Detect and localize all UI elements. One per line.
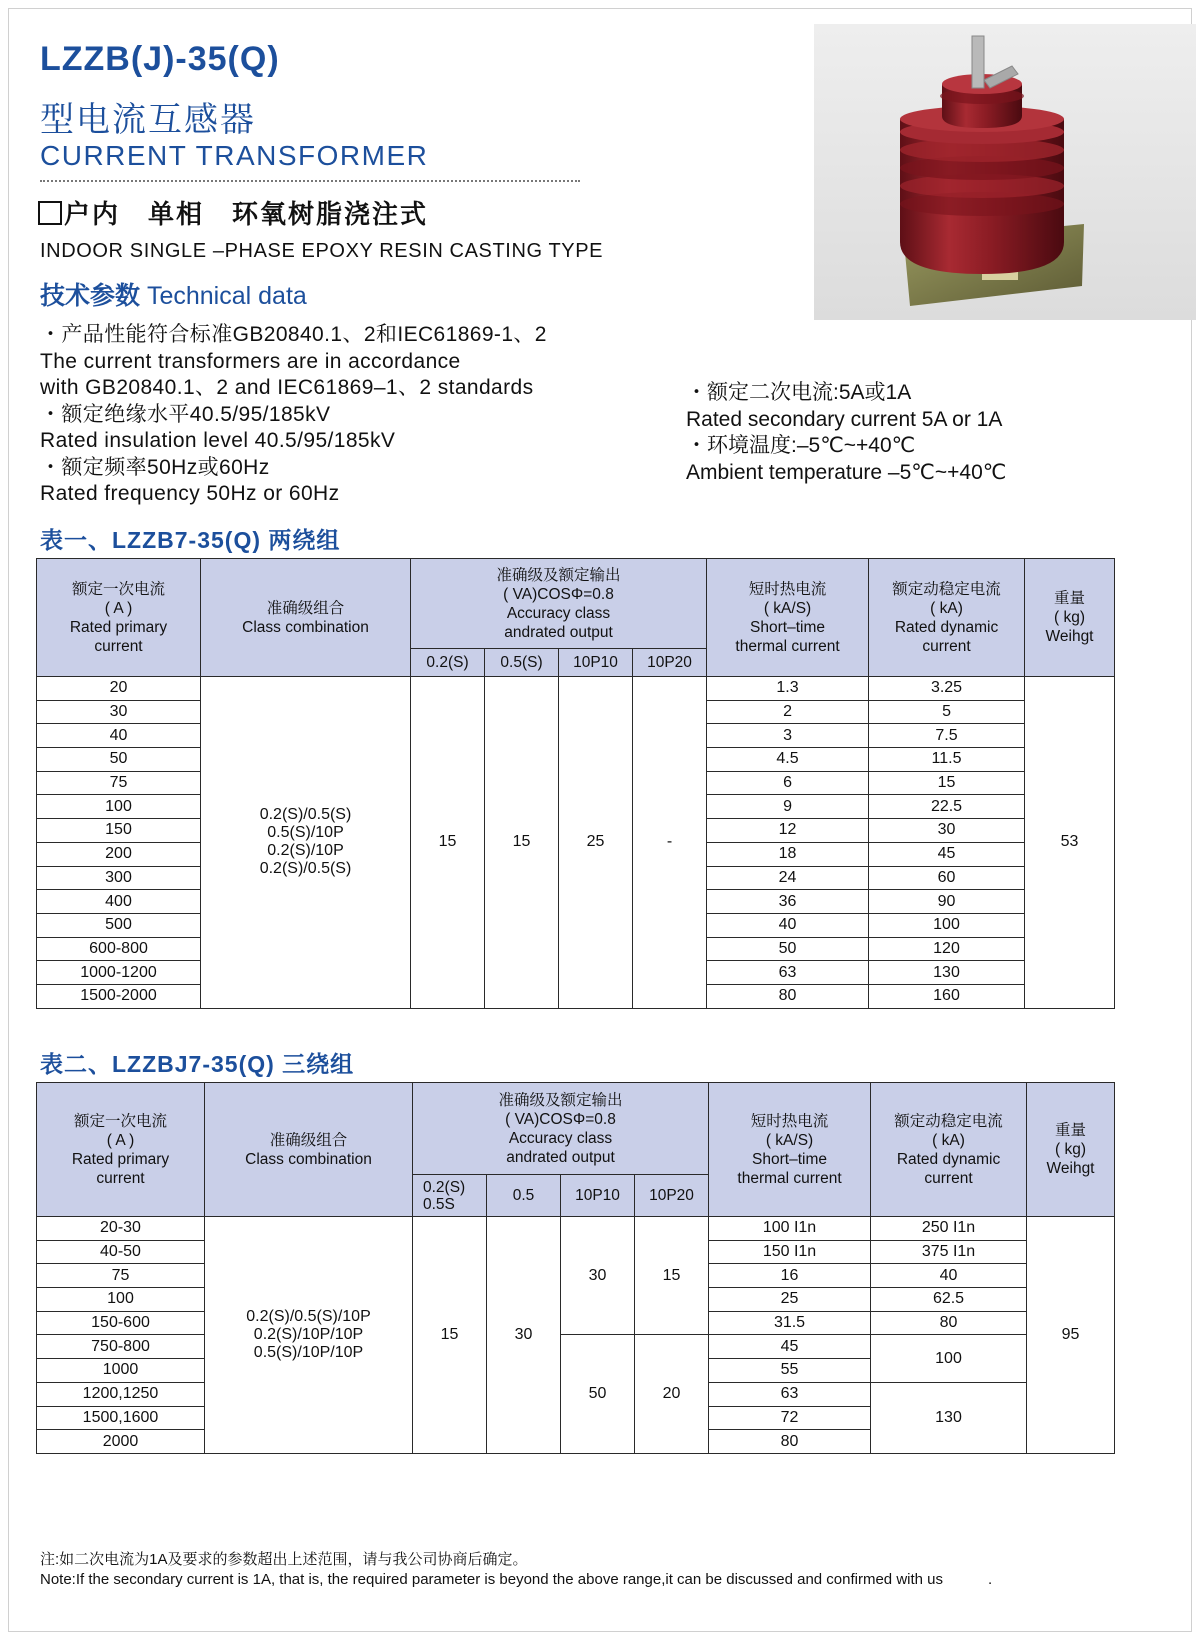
cell-thermal: 31.5 [709, 1311, 871, 1335]
cell-primary: 2000 [37, 1430, 205, 1454]
th-thermal: 短时热电流 ( kA/S) Short–time thermal current [707, 559, 869, 677]
cell-primary: 200 [37, 842, 201, 866]
th-sub: 10P10 [561, 1175, 635, 1217]
type-chinese-text: 户内 单相 环氧树脂浇注式 [64, 199, 429, 229]
cell-primary: 1000 [37, 1359, 205, 1383]
cell-output: 30 [487, 1217, 561, 1454]
checkbox-icon [38, 201, 62, 225]
table1 [36, 558, 1115, 1009]
th-sub: 0.2(S) [411, 649, 485, 677]
cell-dynamic: 3.25 [869, 677, 1025, 701]
spec-line: ・环境温度:–5℃~+40℃ [686, 434, 916, 457]
cell-thermal: 100 I1n [709, 1217, 871, 1241]
cell-primary: 150-600 [37, 1311, 205, 1335]
cell-thermal: 12 [707, 819, 869, 843]
technical-data-heading [40, 276, 307, 312]
cell-output: - [633, 677, 707, 1009]
model-number: LZZB(J)-35(Q) [40, 40, 280, 78]
cell-output: 15 [485, 677, 559, 1009]
th-sub: 0.2(S) 0.5S [413, 1175, 487, 1217]
cell-thermal: 45 [709, 1335, 871, 1359]
cell-thermal: 4.5 [707, 748, 869, 772]
tech-heading-en: Technical data [146, 282, 307, 310]
th-primary: 额定一次电流 ( A ) Rated primary current [37, 1083, 205, 1217]
cell-thermal: 2 [707, 700, 869, 724]
cell-primary: 1000-1200 [37, 961, 201, 985]
cell-primary: 750-800 [37, 1335, 205, 1359]
cell-dynamic: 40 [871, 1264, 1027, 1288]
th-accuracy: 准确级及额定输出 ( VA)COSΦ=0.8 Accuracy class andrated output [411, 559, 707, 649]
cell-thermal: 55 [709, 1359, 871, 1383]
cell-weight: 95 [1027, 1217, 1115, 1454]
cell-thermal: 50 [707, 937, 869, 961]
cell-thermal: 63 [707, 961, 869, 985]
cell-primary: 100 [37, 1288, 205, 1312]
th-dynamic: 额定动稳定电流 ( kA) Rated dynamic current [871, 1083, 1027, 1217]
note-chinese: 注:如二次电流为1A及要求的参数超出上述范围，请与我公司协商后确定。 [40, 1551, 528, 1568]
tech-heading-cn: 技术参数 [40, 282, 141, 310]
cell-dynamic: 90 [869, 890, 1025, 914]
cell-output: 15 [413, 1217, 487, 1454]
cell-thermal: 72 [709, 1406, 871, 1430]
cell-primary: 1200,1250 [37, 1382, 205, 1406]
cell-primary: 300 [37, 866, 201, 890]
cell-dynamic: 100 [871, 1335, 1027, 1382]
cell-weight: 53 [1025, 677, 1115, 1009]
th-weight: 重量 ( kg) Weihgt [1027, 1083, 1115, 1217]
cell-dynamic: 130 [869, 961, 1025, 985]
th-accuracy: 准确级及额定输出 ( VA)COSΦ=0.8 Accuracy class andrated output [413, 1083, 709, 1175]
cell-primary: 500 [37, 913, 201, 937]
th-class: 准确级组合 Class combination [205, 1083, 413, 1217]
cell-thermal: 6 [707, 771, 869, 795]
cell-thermal: 3 [707, 724, 869, 748]
cell-dynamic: 100 [869, 913, 1025, 937]
cell-thermal: 18 [707, 842, 869, 866]
cell-dynamic: 15 [869, 771, 1025, 795]
cell-primary: 40-50 [37, 1240, 205, 1264]
spec-line: The current transformers are in accordance [40, 349, 461, 373]
cell-dynamic: 5 [869, 700, 1025, 724]
cell-output: 15 [411, 677, 485, 1009]
title-chinese: 型电流互感器 [40, 101, 256, 139]
cell-dynamic: 11.5 [869, 748, 1025, 772]
cell-thermal: 36 [707, 890, 869, 914]
table2-title: 表二、LZZBJ7-35(Q) 三绕组 [40, 1051, 355, 1077]
cell-thermal: 16 [709, 1264, 871, 1288]
cell-dynamic: 250 I1n [871, 1217, 1027, 1241]
cell-class-combo: 0.2(S)/0.5(S)/10P 0.2(S)/10P/10P 0.5(S)/10P/10P [205, 1217, 413, 1454]
th-class: 准确级组合 Class combination [201, 559, 411, 677]
th-sub: 10P20 [633, 649, 707, 677]
product-photo [814, 24, 1196, 320]
cell-primary: 600-800 [37, 937, 201, 961]
spec-line: Ambient temperature –5℃~+40℃ [686, 460, 1007, 484]
cell-dynamic: 375 I1n [871, 1240, 1027, 1264]
th-thermal: 短时热电流 ( kA/S) Short–time thermal current [709, 1083, 871, 1217]
cell-dynamic: 160 [869, 984, 1025, 1008]
specs-left [40, 322, 547, 508]
spec-line: with GB20840.1、2 and IEC61869–1、2 standards [40, 376, 534, 399]
cell-dynamic: 45 [869, 842, 1025, 866]
primary-terminal [972, 36, 984, 88]
cell-thermal: 25 [709, 1288, 871, 1312]
cell-dynamic: 30 [869, 819, 1025, 843]
cell-output: 30 [561, 1217, 635, 1335]
table2 [36, 1082, 1115, 1454]
cell-primary: 20 [37, 677, 201, 701]
cell-class-combo: 0.2(S)/0.5(S) 0.5(S)/10P 0.2(S)/10P 0.2(S)/0.5(S) [201, 677, 411, 1009]
cell-dynamic: 62.5 [871, 1288, 1027, 1312]
cell-thermal: 80 [709, 1430, 871, 1454]
cell-primary: 1500-2000 [37, 984, 201, 1008]
cell-primary: 1500,1600 [37, 1406, 205, 1430]
table1-title: 表一、LZZB7-35(Q) 两绕组 [40, 527, 341, 553]
spec-line: ・额定绝缘水平40.5/95/185kV [40, 402, 331, 426]
cell-primary: 75 [37, 1264, 205, 1288]
cell-primary: 40 [37, 724, 201, 748]
th-sub: 0.5(S) [485, 649, 559, 677]
cell-output: 15 [635, 1217, 709, 1335]
cell-primary: 100 [37, 795, 201, 819]
type-chinese [38, 194, 428, 231]
cell-output: 50 [561, 1335, 635, 1453]
cell-primary: 30 [37, 700, 201, 724]
type-english: INDOOR SINGLE –PHASE EPOXY RESIN CASTING TYPE [40, 240, 604, 262]
cell-thermal: 150 I1n [709, 1240, 871, 1264]
cell-dynamic: 22.5 [869, 795, 1025, 819]
cell-thermal: 24 [707, 866, 869, 890]
note-english: Note:If the secondary current is 1A, that is, the required parameter is beyond the above range,it can be discussed and confirmed with us . [40, 1571, 993, 1588]
specs-right [686, 380, 1006, 486]
cell-thermal: 9 [707, 795, 869, 819]
th-dynamic: 额定动稳定电流 ( kA) Rated dynamic current [869, 559, 1025, 677]
title-english: CURRENT TRANSFORMER [40, 140, 429, 171]
spec-line: ・额定二次电流:5A或1A [686, 381, 912, 404]
dotted-divider [40, 180, 580, 182]
spec-line: ・额定频率50Hz或60Hz [40, 455, 270, 479]
cell-output: 25 [559, 677, 633, 1009]
cell-dynamic: 120 [869, 937, 1025, 961]
cell-primary: 50 [37, 748, 201, 772]
cell-dynamic: 7.5 [869, 724, 1025, 748]
spec-line: Rated frequency 50Hz or 60Hz [40, 482, 340, 505]
spec-line: Rated secondary current 5A or 1A [686, 407, 1003, 431]
cell-primary: 75 [37, 771, 201, 795]
th-sub: 0.5 [487, 1175, 561, 1217]
spec-line: Rated insulation level 40.5/95/185kV [40, 429, 396, 452]
cell-primary: 400 [37, 890, 201, 914]
th-primary: 额定一次电流 ( A ) Rated primary current [37, 559, 201, 677]
cell-output: 20 [635, 1335, 709, 1453]
cell-primary: 20-30 [37, 1217, 205, 1241]
cell-thermal: 63 [709, 1382, 871, 1406]
th-sub: 10P10 [559, 649, 633, 677]
cell-dynamic: 130 [871, 1382, 1027, 1453]
cell-thermal: 1.3 [707, 677, 869, 701]
cell-primary: 150 [37, 819, 201, 843]
cell-dynamic: 60 [869, 866, 1025, 890]
th-weight: 重量 ( kg) Weihgt [1025, 559, 1115, 677]
cell-thermal: 40 [707, 913, 869, 937]
cell-thermal: 80 [707, 984, 869, 1008]
spec-line: ・产品性能符合标准GB20840.1、2和IEC61869-1、2 [40, 323, 547, 346]
th-sub: 10P20 [635, 1175, 709, 1217]
cell-dynamic: 80 [871, 1311, 1027, 1335]
